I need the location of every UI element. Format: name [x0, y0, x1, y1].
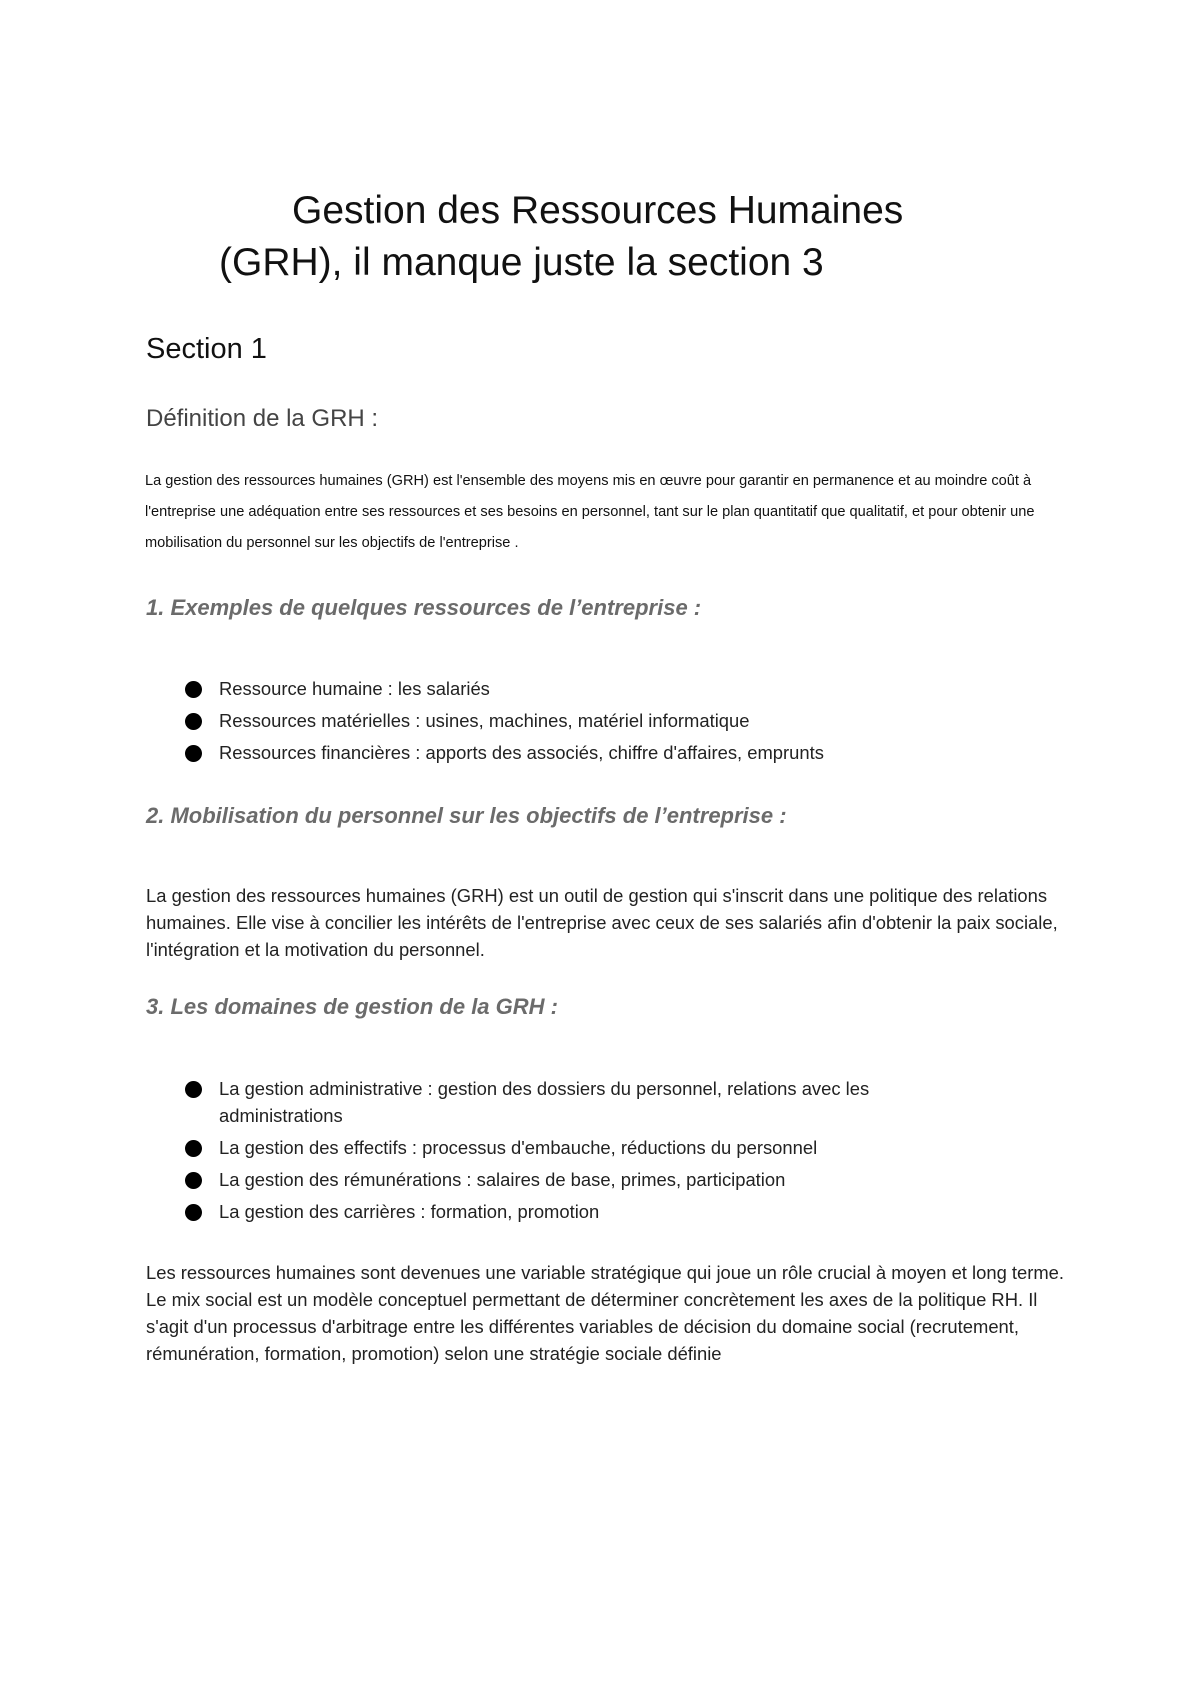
list-item-text: Ressource humaine : les salariés: [219, 678, 490, 699]
list-item-text: La gestion des carrières : formation, promotion: [219, 1201, 600, 1222]
definition-title: Définition de la GRH :: [146, 405, 379, 432]
strategy-paragraph: Les ressources humaines sont devenues une variable stratégique qui joue un rôle crucial à moyen et long terme. Le mix social est un modèle conceptuel permettant de déterminer concrètement les axes de la politique RH. Il s'agit d'un processus d'arbitrage entre les différentes variables de décision du domaine social (recrutement, rémunération, formation, promotion) selon une stratégie sociale définie: [146, 1262, 1065, 1364]
list-item: [0, 675, 979, 702]
list-item: [0, 1166, 979, 1193]
heading-domains: 3. Les domaines de gestion de la GRH :: [146, 994, 558, 1019]
definition-paragraph: La gestion des ressources humaines (GRH) est l'ensemble des moyens mis en œuvre pour garantir en permanence et au moindre coût à l'entreprise une adéquation entre ses ressources et ses besoins en personnel, tant sur le plan quantitatif que qualitatif, et pour obtenir une mobilisation du personnel sur les objectifs de l'entreprise .: [145, 473, 1035, 551]
list-item-text: Ressources matérielles : usines, machines, matériel informatique: [219, 710, 750, 731]
bullet-icon: [185, 1140, 202, 1157]
list-item: [0, 707, 979, 734]
list-item-text: La gestion des effectifs : processus d'embauche, réductions du personnel: [219, 1137, 818, 1158]
list-item: [0, 739, 979, 766]
domains-list: [0, 1075, 979, 1230]
bullet-icon: [185, 1081, 202, 1098]
list-item: [0, 1075, 979, 1129]
document-title-line-1: Gestion des Ressources Humaines: [292, 189, 904, 232]
heading-resources-examples: 1. Exemples de quelques ressources de l’entreprise :: [146, 595, 702, 620]
heading-mobilisation: 2. Mobilisation du personnel sur les objectifs de l’entreprise :: [146, 803, 787, 828]
mobilisation-paragraph: La gestion des ressources humaines (GRH) est un outil de gestion qui s'inscrit dans une politique des relations humaines. Elle vise à concilier les intérêts de l'entreprise avec ceux de ses salariés afin d'obtenir la paix sociale, l'intégration et la motivation du personnel.: [146, 885, 1058, 960]
bullet-icon: [185, 713, 202, 730]
section-title: Section 1: [146, 333, 267, 365]
bullet-icon: [185, 1204, 202, 1221]
list-item-text: La gestion des rémunérations : salaires de base, primes, participation: [219, 1169, 786, 1190]
list-item: [0, 1198, 979, 1225]
resources-list: [0, 675, 979, 771]
document-title-line-2: (GRH), il manque juste la section 3: [219, 241, 824, 284]
list-item-text: La gestion administrative : gestion des dossiers du personnel, relations avec les administrations: [219, 1078, 870, 1126]
bullet-icon: [185, 1172, 202, 1189]
bullet-icon: [185, 681, 202, 698]
bullet-icon: [185, 745, 202, 762]
list-item: [0, 1134, 979, 1161]
list-item-text: Ressources financières : apports des associés, chiffre d'affaires, emprunts: [219, 742, 824, 763]
